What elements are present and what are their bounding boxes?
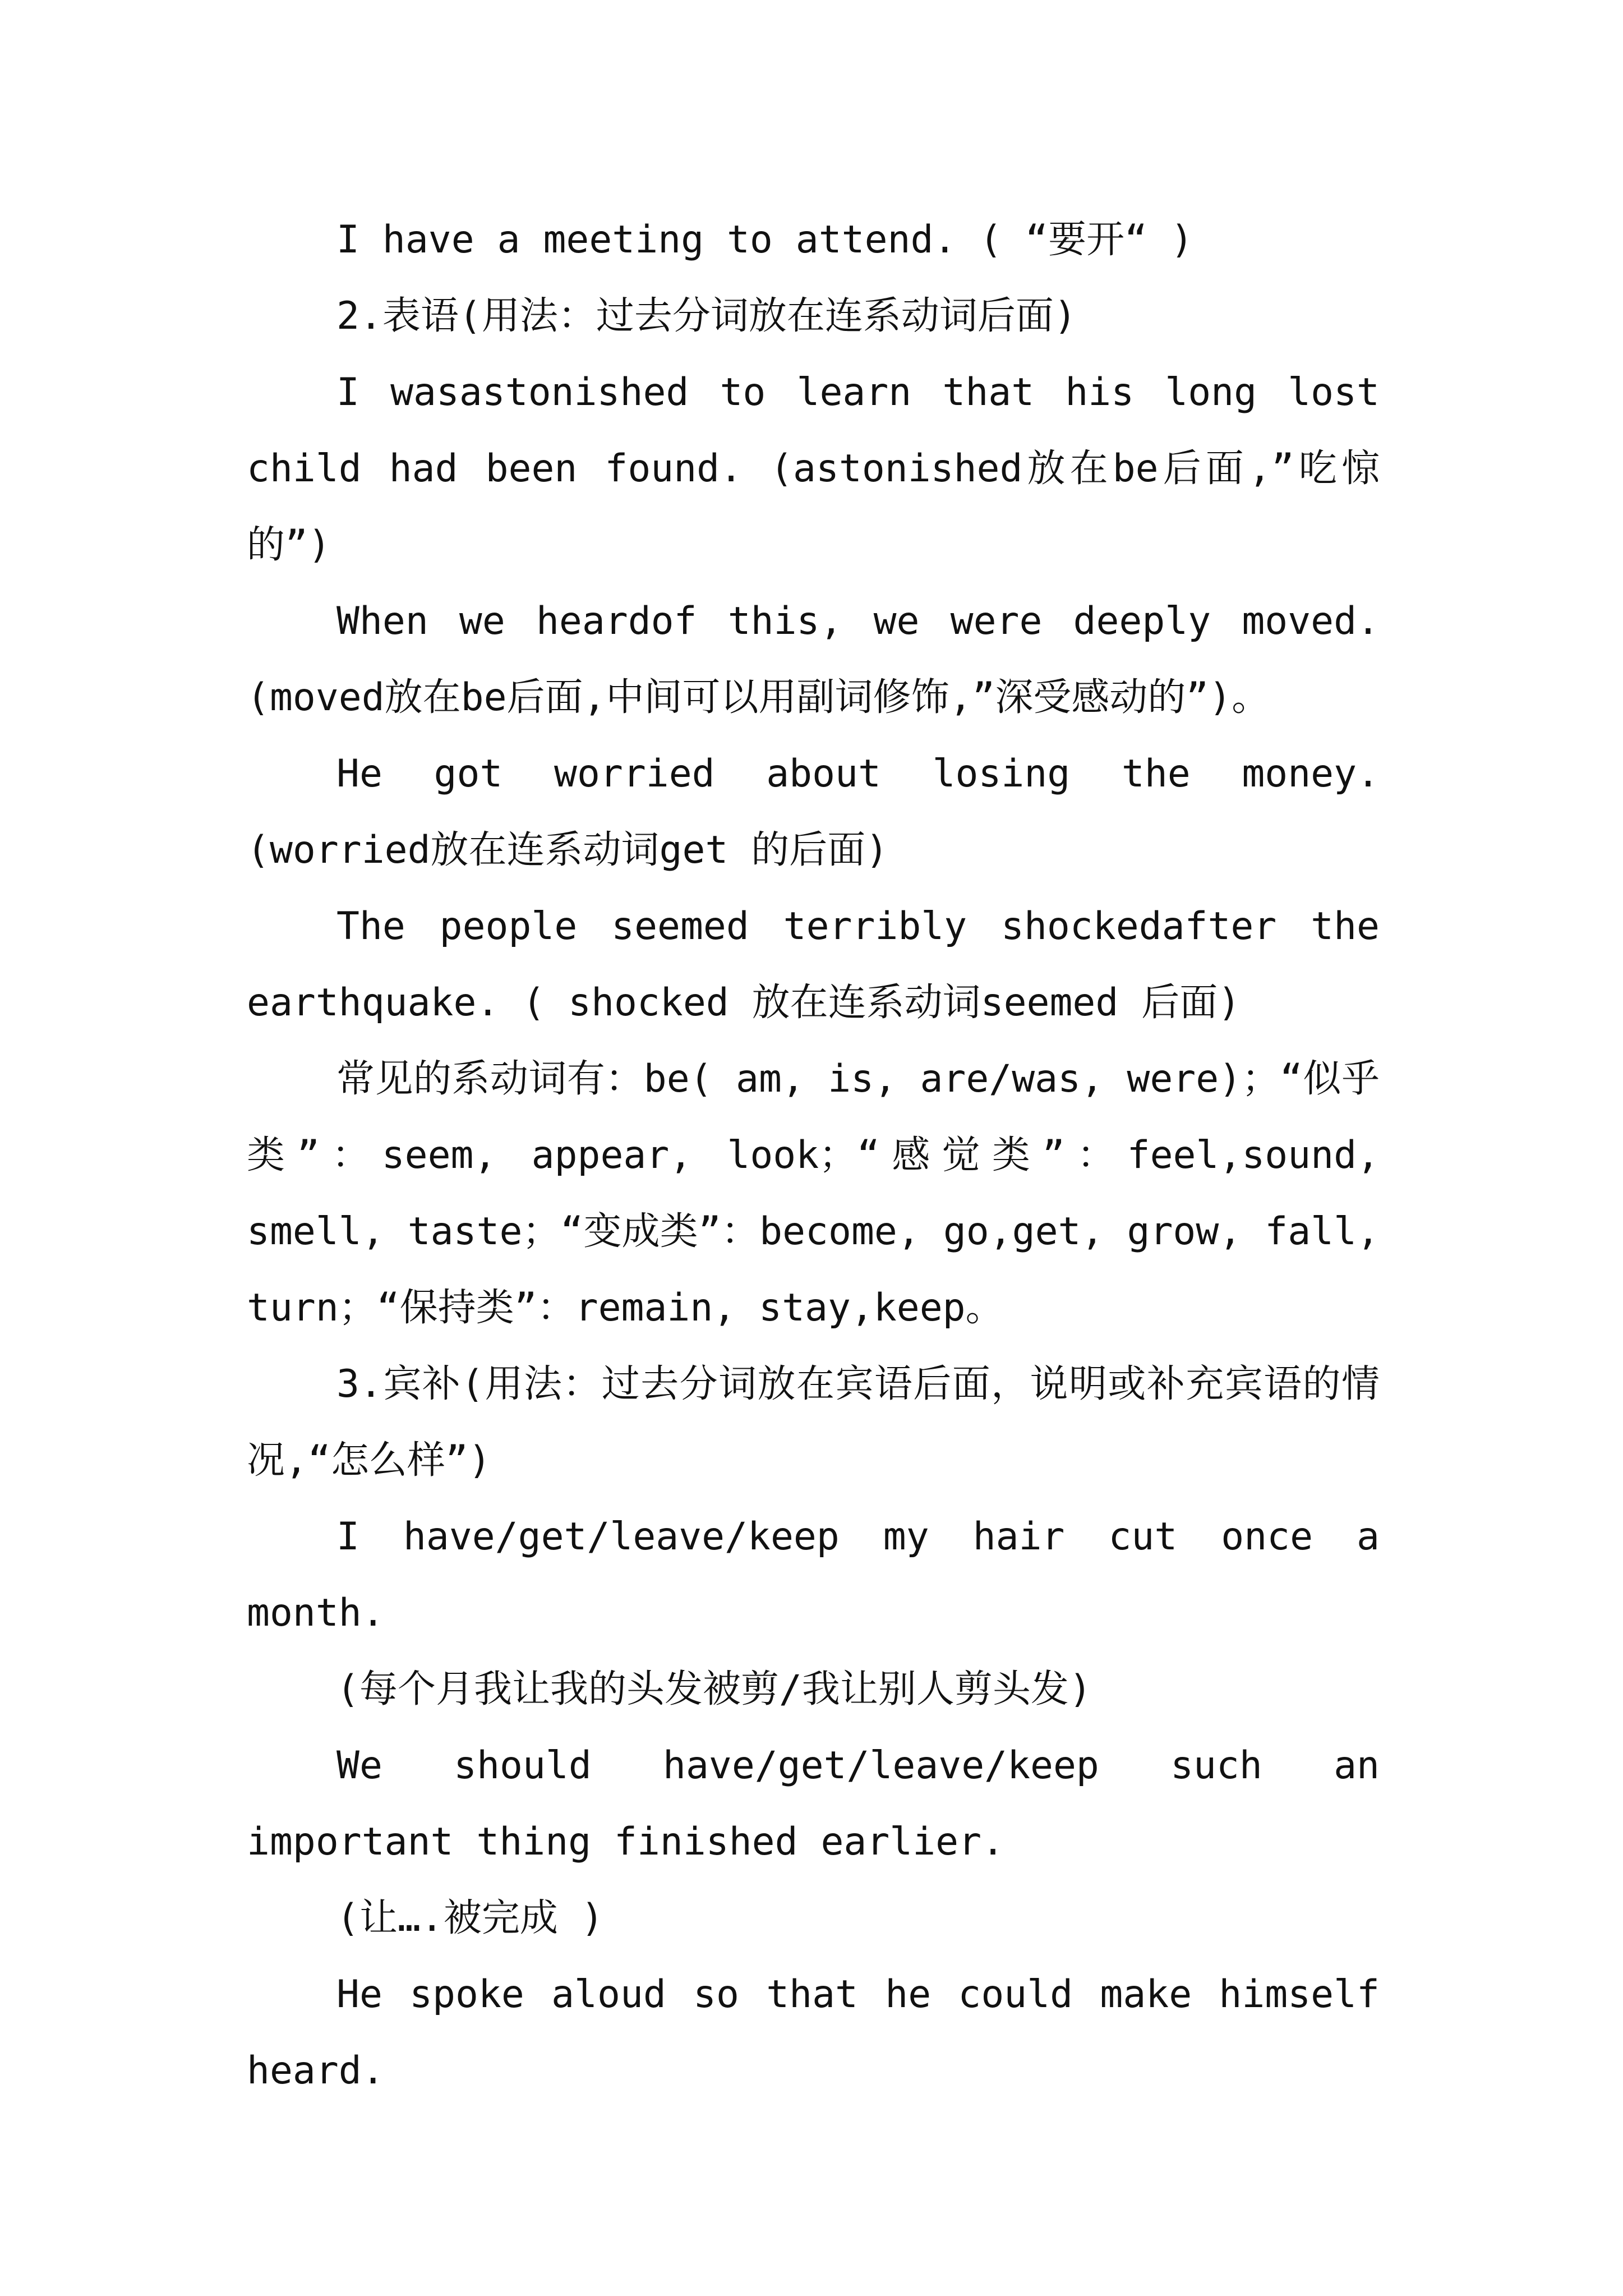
translation-haircut: (每个月我让我的头发被剪/我让别人剪头发) [336,1667,1092,1711]
example-sentence-worried: He got worried about losing the money.(worried放在连系动词get 的后面) [247,752,1380,872]
section-heading-predicative: 2.表语(用法：过去分词放在连系动词后面) [336,294,1077,338]
example-sentence-shocked: The people seemed terribly shockedafter the earthquake. ( shocked 放在连系动词seemed 后面) [247,904,1380,1025]
example-sentence-haircut: I have/get/leave/keep my hair cut once a month. [247,1515,1380,1635]
example-sentence-finished: We should have/get/leave/keep such an important thing finished earlier. [247,1743,1380,1864]
example-sentence-moved: When we heardof this, we were deeply moved. (moved放在be后面,中间可以用副词修饰,”深受感动的”)。 [247,599,1380,720]
document-body [247,202,1380,2109]
section-heading-object-complement: 3.宾补(用法：过去分词放在宾语后面，说明或补充宾语的情况,“怎么样”) [247,1362,1380,1483]
example-sentence-astonished: I wasastonished to learn that his long lost child had been found. (astonished放在be后面,”吃惊的”) [247,370,1380,567]
example-sentence-heard: He spoke aloud so that he could make himself heard. [247,1972,1380,2093]
linking-verbs-list: 常见的系动词有：be( am, is, are/was, were)；“似乎类”：seem, appear, look；“感觉类”：feel,sound, smell, taste；“变成类”：become, go,get, grow, fall, turn；“保持类”：remain, stay,keep。 [247,1057,1380,1330]
translation-finished: (让….被完成 ) [336,1896,604,1940]
example-sentence-meeting: I have a meeting to attend. ( “要开“ ) [336,218,1193,262]
